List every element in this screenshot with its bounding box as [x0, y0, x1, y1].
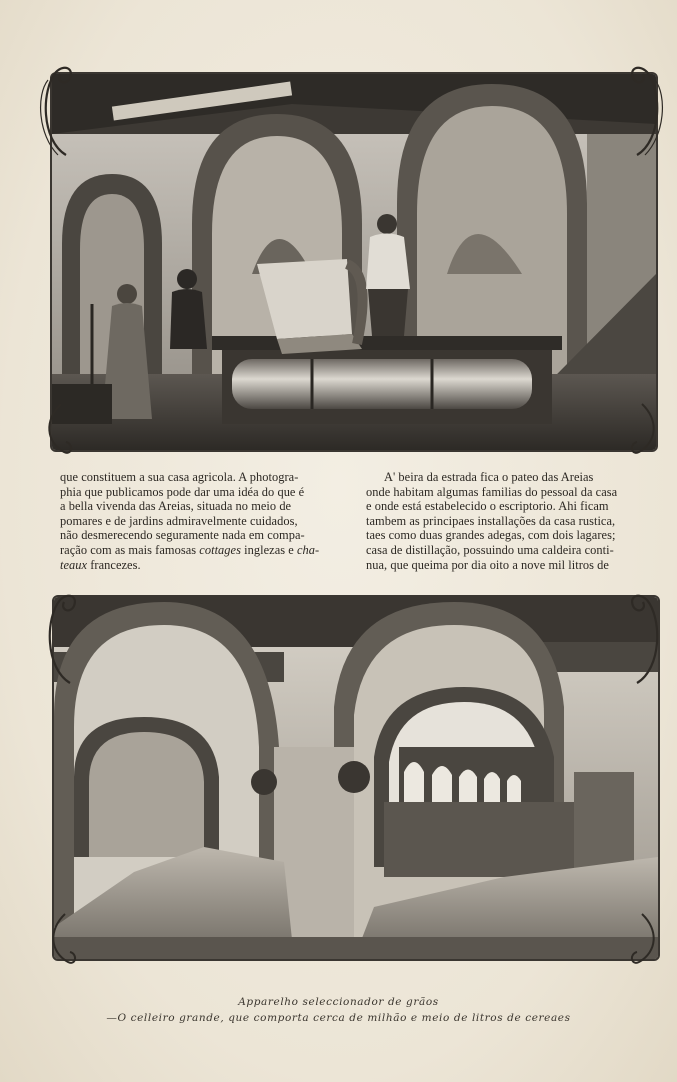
column-left-italic-chateaux: cha- teaux [60, 542, 320, 572]
granary-illustration [54, 597, 658, 959]
column-left-text-b: inglezas e [240, 542, 297, 557]
column-left [60, 470, 350, 570]
top-photo [50, 72, 658, 452]
bottom-photo [52, 595, 660, 961]
grain-selector-illustration [52, 74, 656, 450]
column-left-italic-cottages: cottages [199, 542, 241, 557]
article-text [60, 470, 656, 570]
column-left-text-c: francezes. [87, 557, 141, 572]
caption-line-2: —O celleiro grande, que comporta cerca de milhão e meio de litros de cereaes [106, 1012, 571, 1024]
caption-line-1: Apparelho seleccionador de grãos [238, 996, 439, 1008]
column-left-text-a: que constituem a sua casa agricola. A photogra- phia que publicamos pode dar uma idéa do que é a bella vivenda das Areias, situada no meio de pomares e de jardins admiravelmente cuidados, não desmerecendo seguramente nada em compa- ração com as mais famosas [60, 470, 305, 557]
column-right: A' beira da estrada fica o pateo das Areias onde habitam algumas familias do pessoal da casa e onde está estabelecido o escriptorio. Ahi ficam tambem as principaes installações da casa rustica, taes como duas grandes adegas, com dois lagares; casa de distillação, possuindo uma caldeira conti- nua, que queima por dia oito a nove mil litros de [366, 470, 618, 572]
